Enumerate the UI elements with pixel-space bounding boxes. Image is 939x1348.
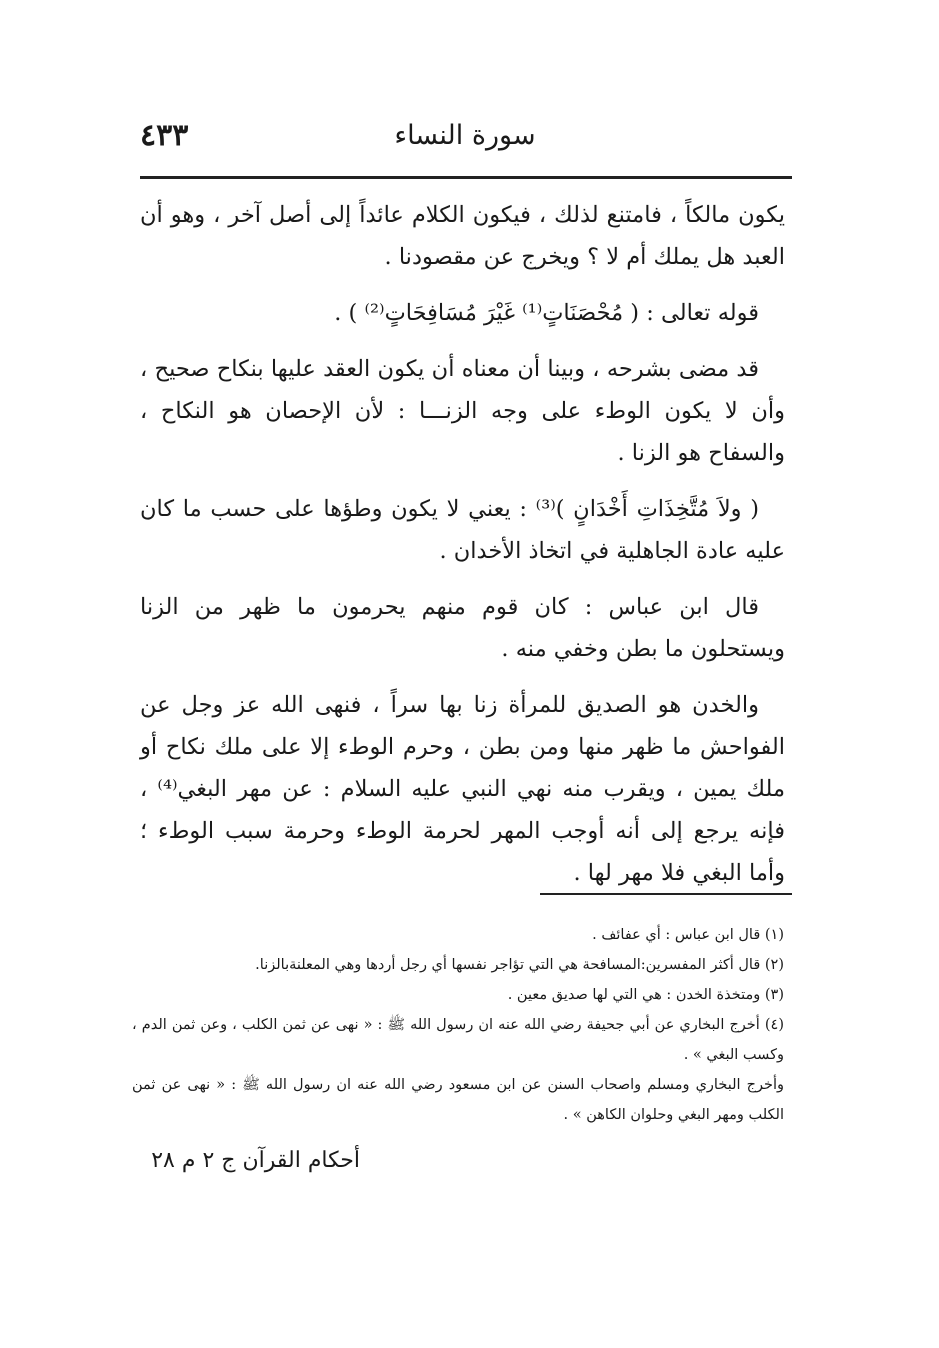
footnote-4: (٤) أخرج البخاري عن أبي جحيفة رضي الله عنه ان رسول الله ﷺ : « نهى عن ثمن الكلب ، وعن ثمن الدم ، وكسب البغي » .	[132, 1017, 784, 1063]
footnote-divider	[540, 893, 792, 895]
footnote-4-continued: وأخرج البخاري ومسلم واصحاب السنن عن ابن مسعود رضي الله عنه ان رسول الله ﷺ : « نهى عن ثمن الكلب ومهر البغي وحلوان الكاهن » .	[132, 1077, 784, 1123]
page-header	[140, 118, 790, 158]
footnote-2: (٢) قال أكثر المفسرين:المسافحة هي التي تؤاجر نفسها أي رجل أردها وهي المعلنةبالزنا.	[255, 957, 784, 973]
paragraph-2: قد مضى بشرحه ، وبينا أن معناه أن يكون العقد عليها بنكاح صحيح ، وأن لا يكون الوطء على وجه الزنـــا : لأن الإحصان هو النكاح ، والسفاح هو الزنا .	[140, 356, 785, 466]
paragraph-1: يكون مالكاً ، فامتنع لذلك ، فيكون الكلام عائداً إلى أصل آخر ، وهو أن العبد هل يملك أم لا ؟ ويخرج عن مقصودنا .	[140, 202, 785, 270]
footnote-1: (١) قال ابن عباس : أي عفائف .	[592, 927, 784, 943]
paragraph-4: والخدن هو الصديق للمرأة زنا بها سراً ، فنهى الله عز وجل عن الفواحش ما ظهر منها ومن بطن ، وحرم الوطء إلا على ملك نكاح أو ملك يمين ، ويقرب منه نهي النبي عليه السلام : عن مهر البغي⁽⁴⁾ ، فإنه يرجع إلى أنه أوجب المهر لحرمة الوطء وحرمة سبب الوطء ؛ وأما البغي فلا مهر لها .	[140, 692, 785, 886]
footnote-3: (٣) ومتخذة الخدن : هي التي لها صديق معين .	[507, 987, 784, 1003]
surah-title: سورة النساء	[394, 120, 536, 151]
footnotes	[132, 920, 784, 1130]
header-divider	[140, 176, 792, 179]
book-signature: أحكام القرآن ج ٢ م ٢٨	[151, 1148, 360, 1173]
main-text	[140, 194, 785, 908]
page-number: ٤٣٣	[140, 118, 189, 153]
paragraph-verse-2: ( ولاَ مُتَّخِذَاتِ أَخْدَانٍ )⁽³⁾ : يعني لا يكون وطؤها على حسب ما كان عليه عادة الجاهلية في اتخاذ الأخدان .	[140, 496, 785, 564]
paragraph-3: قال ابن عباس : كان قوم منهم يحرمون ما ظهر من الزنا ويستحلون ما بطن وخفي منه .	[140, 594, 785, 662]
paragraph-verse-1: قوله تعالى : ( مُحْصَنَاتٍ⁽¹⁾ غَيْرَ مُسَافِحَاتٍ⁽²⁾ ) .	[334, 300, 759, 326]
